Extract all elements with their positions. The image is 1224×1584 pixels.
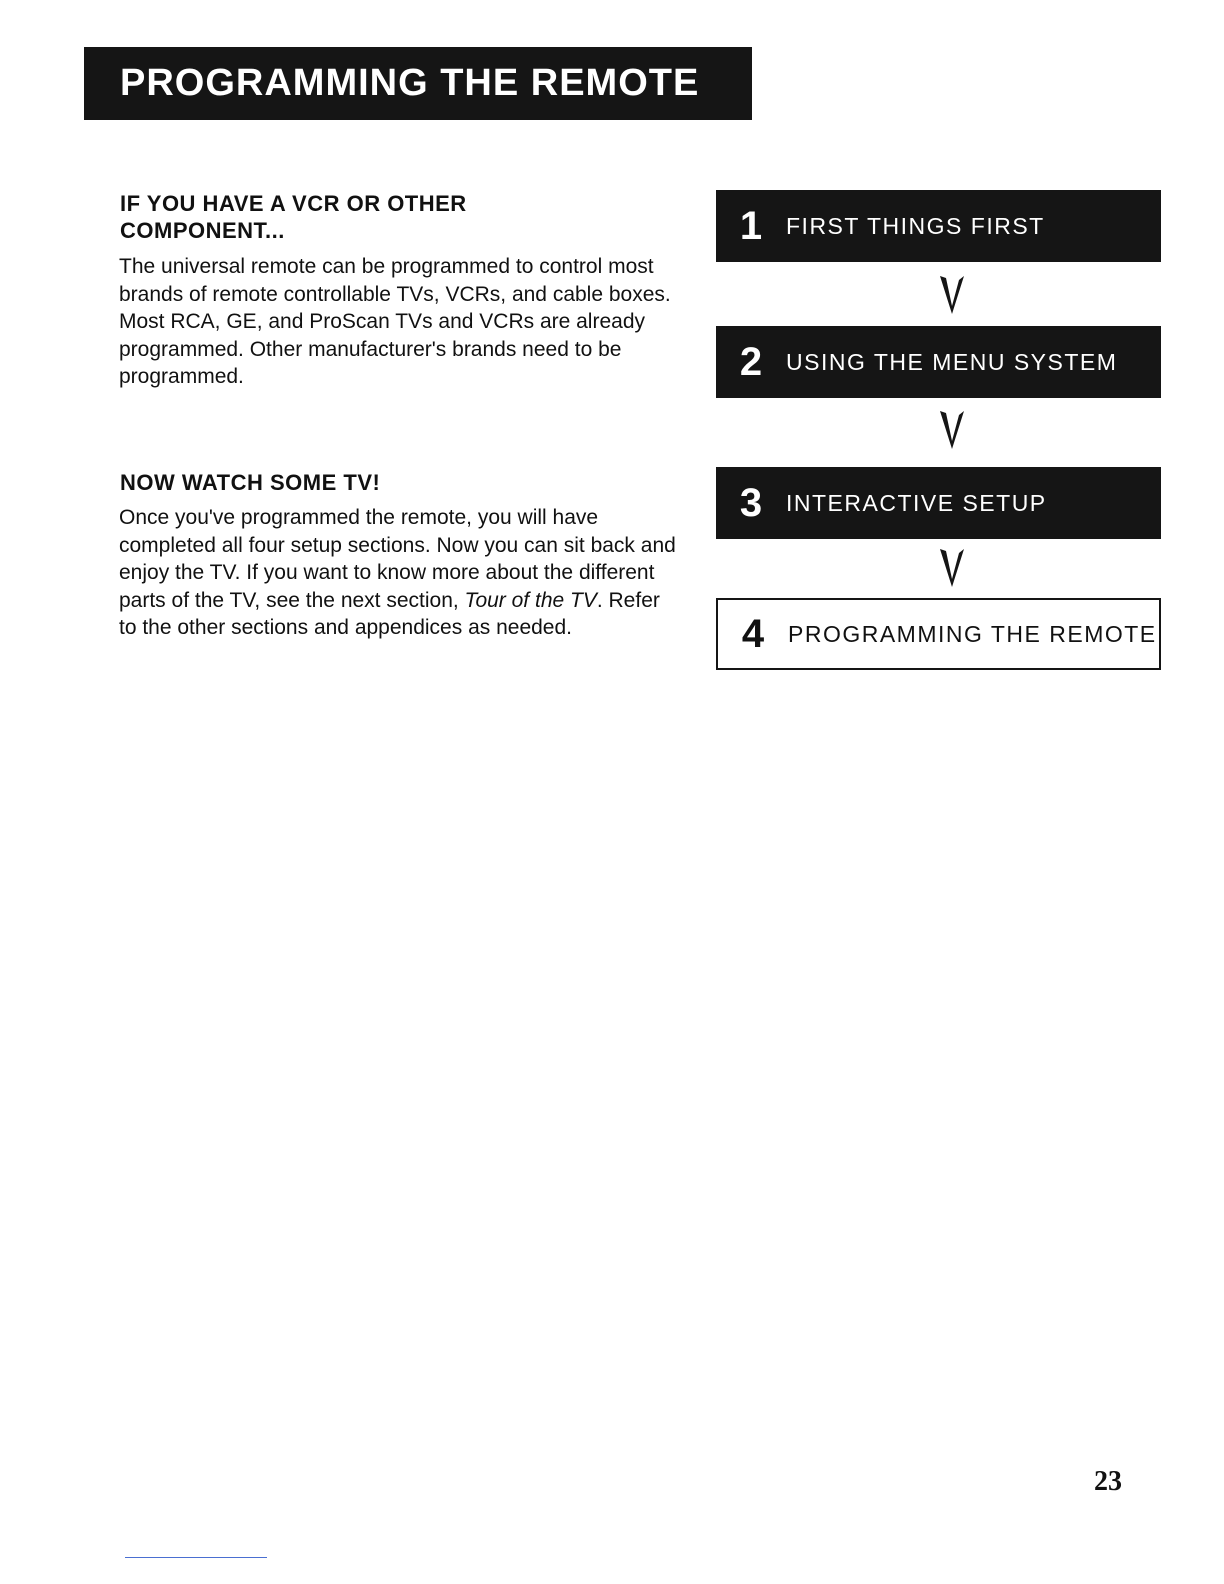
step-label: USING THE MENU SYSTEM [786, 348, 1118, 375]
down-arrow-icon [936, 407, 968, 453]
step-programming-the-remote [716, 598, 1161, 670]
page-number: 23 [1094, 1466, 1122, 1497]
step-label: PROGRAMMING THE REMOTE [788, 620, 1157, 647]
step-label: INTERACTIVE SETUP [786, 489, 1047, 516]
down-arrow-icon [936, 545, 968, 591]
step-number: 1 [739, 203, 763, 248]
footer-divider [125, 1557, 267, 1558]
page-title [84, 47, 752, 120]
step-first-things-first [716, 190, 1161, 262]
section-heading-watch-tv: NOW WATCH SOME TV! [120, 470, 381, 495]
down-arrow-icon [936, 272, 968, 318]
body-text-part: . Refer to the other sections and appendices as needed. [119, 588, 660, 639]
body-text-part: Once you've programmed the remote, you will have completed all four setup sections. Now you can sit back and enjoy the TV. If you want to know more about the different parts of the TV, see the next section, [119, 506, 676, 612]
step-number: 2 [739, 339, 763, 384]
step-number: 3 [739, 480, 763, 525]
step-using-menu-system [716, 326, 1161, 398]
step-number: 4 [741, 611, 765, 656]
step-label: FIRST THINGS FIRST [786, 212, 1045, 239]
section-body-vcr: The universal remote can be programmed to control most brands of remote controllable TVs, VCRs, and cable boxes. Most RCA, GE, and ProScan TVs and VCRs are already programmed. Other manufacturer's brands need to be programmed. [119, 255, 671, 388]
section-body-watch-tv [119, 504, 679, 642]
page-title-text: PROGRAMMING THE REMOTE [120, 62, 700, 104]
step-interactive-setup [716, 467, 1161, 539]
tour-of-tv-reference: Tour of the TV [464, 588, 597, 612]
section-heading-vcr: IF YOU HAVE A VCR OR OTHER COMPONENT... [120, 191, 467, 243]
